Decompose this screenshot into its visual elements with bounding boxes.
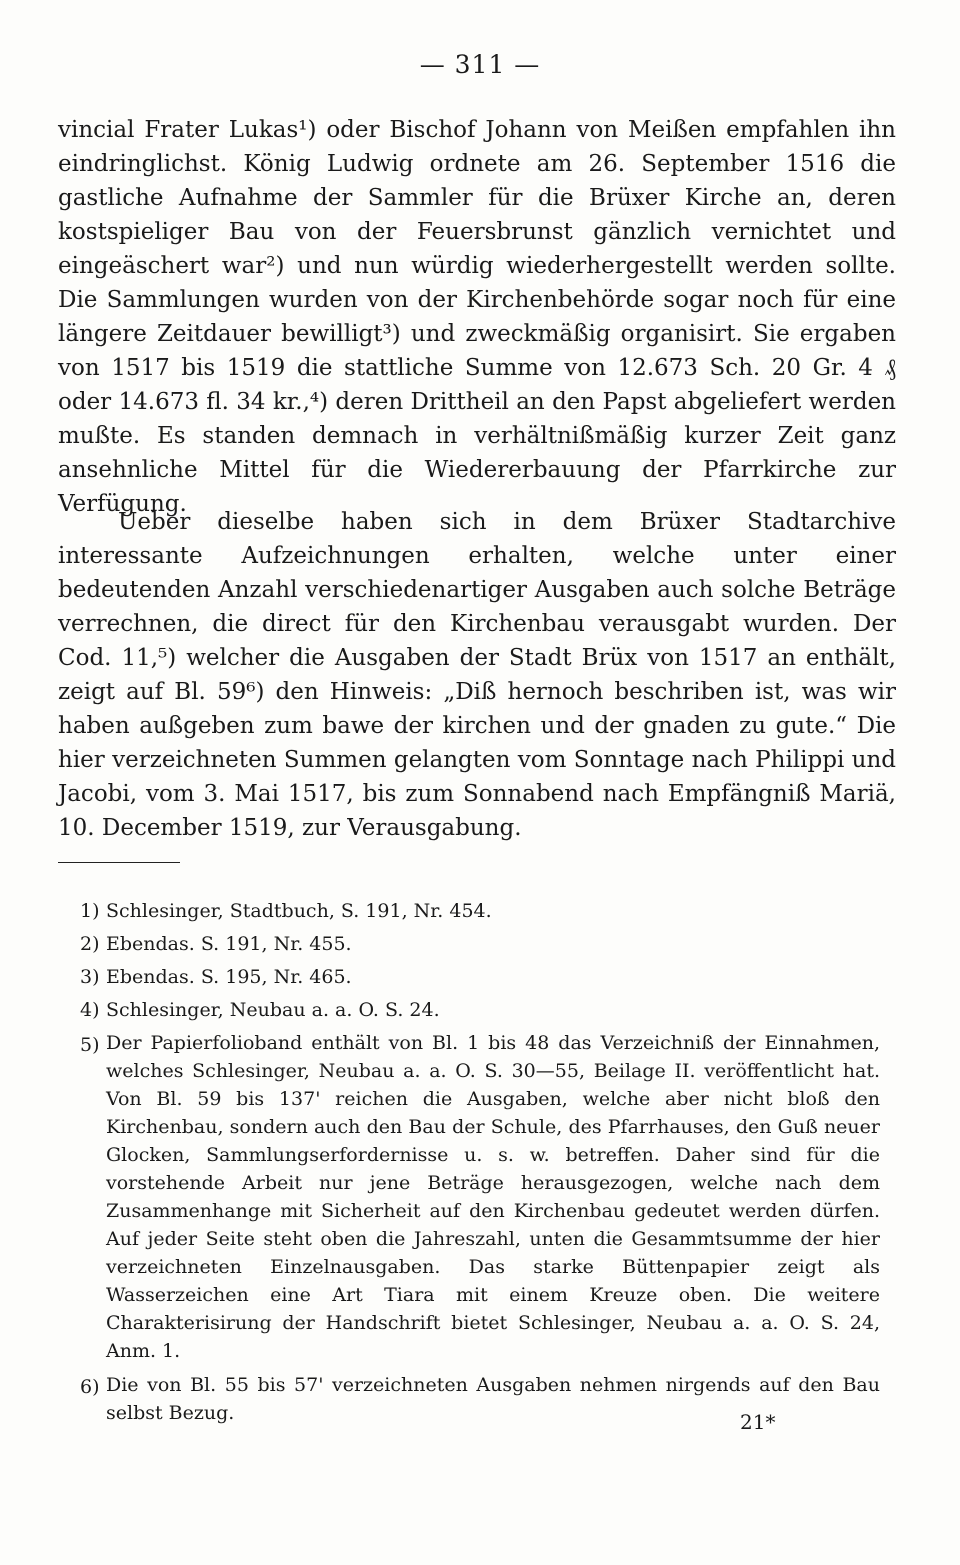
footnote-number: 5) — [80, 1034, 100, 1056]
body-paragraph: vincial Frater Lukas¹) oder Bischof Johann von Meißen empfahlen ihn eindringlichst. König Ludwig ordnete am 26. September 1516 die gastliche Aufnahme der Sammler für die Brüxer Kirche an, deren kostspieliger Bau von der Feuersbrunst gänzlich vernichtet und eingeäschert war²) und nun würdig wiederhergestellt werden sollte. Die Sammlungen wurden von der Kirchenbehörde sogar noch für eine längere Zeitdauer bewilligt³) und zweckmäßig organisirt. Sie ergaben von 1517 bis 1519 die stattliche Summe von 12.673 Sch. 20 Gr. 4 ₰ oder 14.673 fl. 34 kr.,⁴) deren Drittheil an den Papst abgeliefert werden mußte. Es standen demnach in verhältnißmäßig kurzer Zeit ganz ansehnliche Mittel für die Wiedererbauung der Pfarrkirche zur Verfügung. — [58, 117, 896, 517]
footnote-text: Schlesinger, Stadtbuch, S. 191, Nr. 454. — [106, 900, 492, 922]
footnotes-list — [80, 895, 880, 1427]
footnote-number: 4) — [80, 999, 100, 1021]
footnote-number: 6) — [80, 1376, 100, 1398]
body-paragraph: Ueber dieselbe haben sich in dem Brüxer Stadtarchive interessante Aufzeichnungen erhalten, welche unter einer bedeutenden Anzahl verschiedenartiger Ausgaben auch solche Beträge verrechnen, die direct für den Kirchenbau verausgabt wurden. Der Cod. 11,⁵) welcher die Ausgaben der Stadt Brüx von 1517 an enthält, zeigt auf Bl. 59⁶) den Hinweis: „Diß hernoch beschriben ist, was wir haben außgeben zum bawe der kirchen und der gnaden zu gute.“ Die hier verzeichneten Summen gelangten vom Sonntage nach Philippi und Jacobi, vom 3. Mai 1517, bis zum Sonnabend nach Empfängniß Mariä, 10. December 1519, zur Verausgabung. — [58, 509, 896, 841]
footnote-number: 1) — [80, 900, 100, 922]
sheet-signature: 21* — [740, 1410, 776, 1434]
footnote-text: Der Papierfolioband enthält von Bl. 1 bis 48 das Verzeichniß der Einnahmen, welches Schlesinger, Neubau a. a. O. S. 30—55, Beilage II. veröffentlicht hat. Von Bl. 59 bis 137' reichen die Ausgaben, welche aber nicht bloß den Kirchenbau, sondern auch den Bau der Schule, des Pfarrhauses, den Guß neuer Glocken, Sammlungserfordernisse u. s. w. betreffen. Daher sind für die vorstehende Arbeit nur jene Beträge herausgezogen, welche nach dem Zusammenhange mit Sicherheit auf den Kirchenbau gedeutet werden dürfen. Auf jeder Seite steht oben die Jahreszahl, unten die Gesammtsumme der hier verzeichneten Einzelnausgaben. Das starke Büttenpapier zeigt als Wasserzeichen eine Art Tiara mit einem Kreuze oben. Die weitere Charakterisirung der Handschrift bietet Schlesinger, Neubau a. a. O. S. 24, Anm. 1. — [106, 1032, 880, 1362]
footnote-text: Schlesinger, Neubau a. a. O. S. 24. — [106, 999, 440, 1021]
footnote — [80, 928, 880, 961]
page-number: — 311 — — [419, 50, 541, 79]
footnote-number: 3) — [80, 966, 100, 988]
footnote — [80, 961, 880, 994]
footnote-separator — [58, 862, 180, 863]
footnote — [80, 994, 880, 1027]
footnote-number: 2) — [80, 933, 100, 955]
footnote-text: Die von Bl. 55 bis 57' verzeichneten Ausgaben nehmen nirgends auf den Bau selbst Bezug. — [106, 1374, 880, 1424]
footnote-text: Ebendas. S. 191, Nr. 455. — [106, 933, 352, 955]
footnote-text: Ebendas. S. 195, Nr. 465. — [106, 966, 352, 988]
footnote — [80, 1029, 880, 1365]
footnote — [80, 895, 880, 928]
